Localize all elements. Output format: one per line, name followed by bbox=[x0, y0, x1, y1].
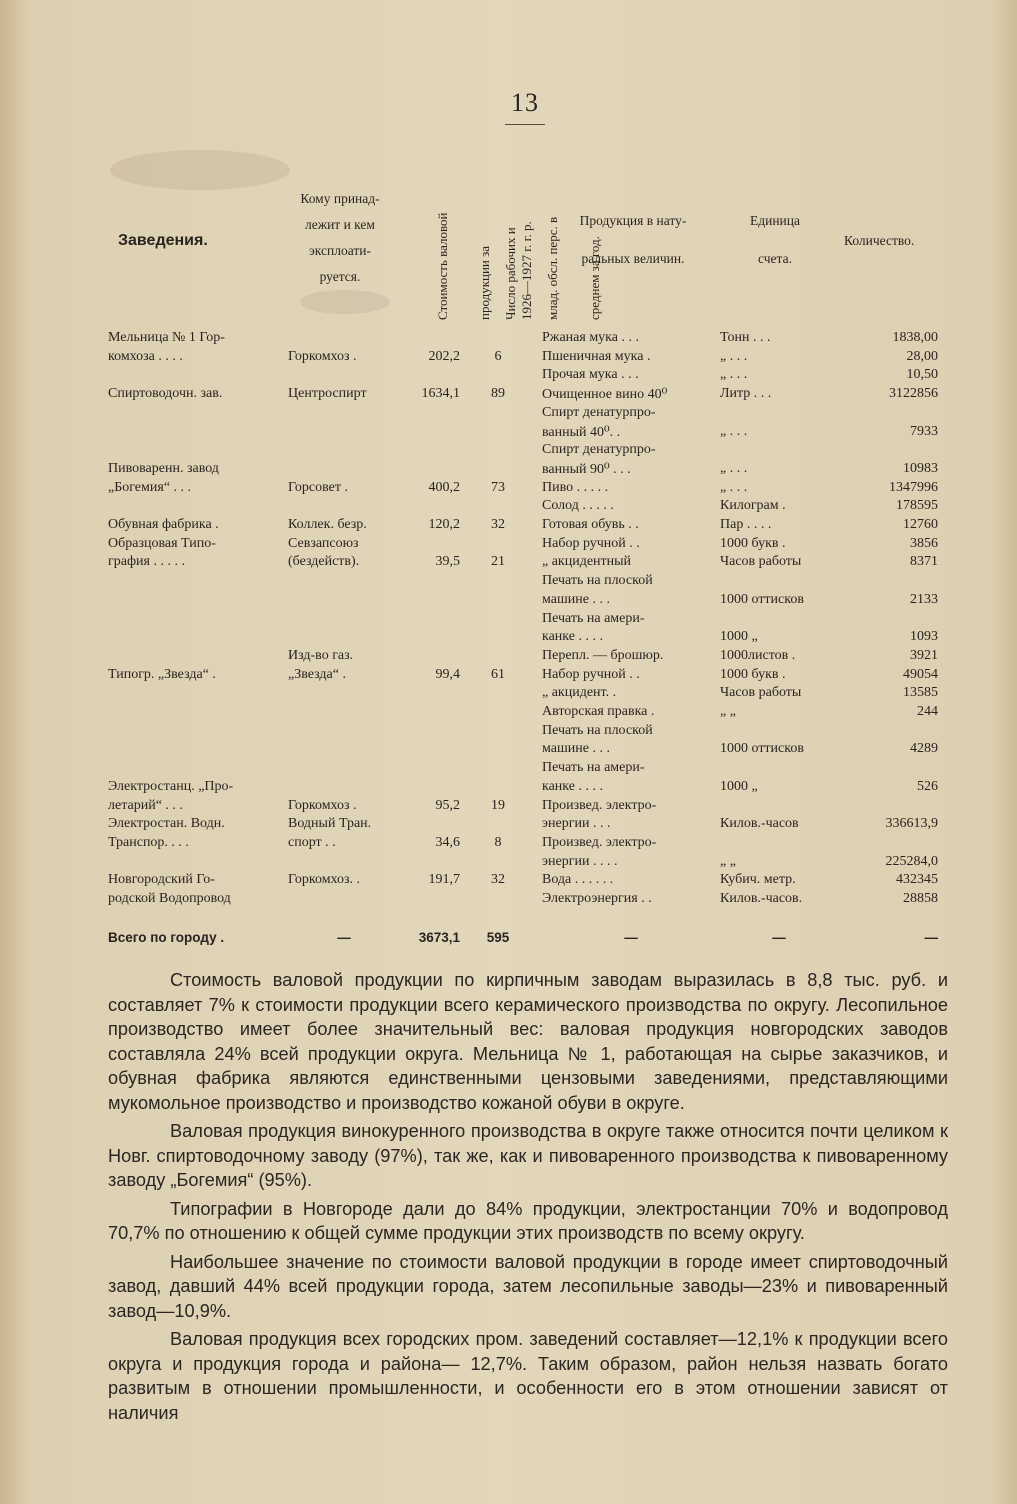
table-cell-unit: „ „ bbox=[720, 704, 736, 719]
table-cell-qty: 225284,0 bbox=[885, 853, 938, 869]
table-cell-prod: Пиво . . . . . bbox=[542, 479, 609, 495]
table-cell-unit: 1000 оттисков bbox=[720, 741, 804, 757]
table-cell-qty: 1838,00 bbox=[892, 330, 938, 345]
table-row bbox=[108, 760, 948, 780]
table-cell-qty: 13585 bbox=[903, 685, 938, 701]
table-cell-unit: 1000 „ bbox=[720, 778, 758, 794]
table-cell-prod: Спирт денатурпро- bbox=[542, 442, 656, 458]
table-cell-qty: 336613,9 bbox=[885, 816, 938, 832]
table-cell-val: 202,2 bbox=[428, 348, 460, 364]
table-row bbox=[108, 592, 948, 612]
table-row bbox=[108, 554, 948, 574]
table-cell-qty: 3856 bbox=[910, 535, 938, 551]
table-cell-own: Водный Тран. bbox=[288, 816, 372, 832]
table-cell-est: Электростанц. „Про- bbox=[108, 778, 234, 794]
table-cell-own: Центроспирт bbox=[288, 386, 367, 402]
table-cell-est: Пивоваренн. завод bbox=[108, 460, 219, 476]
table-cell-wrk: 8 bbox=[494, 834, 502, 850]
header-unit bbox=[720, 202, 830, 278]
total-cell-qty: — bbox=[924, 930, 938, 945]
header-owner-line: эксплоати- bbox=[309, 243, 371, 258]
header-value-line: продукции за bbox=[477, 245, 492, 320]
table-cell-unit: Пар . . . . bbox=[720, 517, 772, 532]
table-cell-unit: Тонн . . . bbox=[720, 330, 771, 345]
table-cell-qty: 3921 bbox=[910, 647, 938, 663]
table-cell-val: 95,2 bbox=[435, 797, 460, 813]
header-workers-line: млад. обсл. перс. в bbox=[545, 216, 560, 320]
table-cell-prod: Печать на плоской bbox=[542, 573, 653, 589]
total-cell-val: 3673,1 bbox=[418, 930, 460, 945]
table-cell-qty: 3122856 bbox=[889, 386, 938, 402]
header-product bbox=[548, 202, 718, 278]
table-row bbox=[108, 517, 948, 537]
paragraph: Типографии в Новгороде дали до 84% продукции, электростанции 70% и водопровод 70,7% по отношению к общей сумме продукции этих производств по всему округу. bbox=[108, 1198, 948, 1243]
table-cell-unit: Килов.-часов. bbox=[720, 891, 803, 906]
table-cell-wrk: 89 bbox=[491, 386, 505, 402]
table-cell-val: 39,5 bbox=[435, 554, 460, 570]
table-cell-own: Горсовет . bbox=[288, 479, 348, 495]
table-cell-prod: Набор ручной . . bbox=[542, 535, 640, 551]
header-unit-line: Единица bbox=[749, 213, 800, 228]
table-cell-unit: 1000 оттисков bbox=[720, 591, 804, 607]
table-cell-wrk: 19 bbox=[491, 797, 505, 813]
table-cell-qty: 12760 bbox=[903, 517, 938, 532]
table-cell-est: Электростан. Водн. bbox=[108, 816, 225, 832]
table-cell-est: родской Водопровод bbox=[108, 891, 231, 906]
page-number: 13 bbox=[511, 88, 539, 117]
table-row bbox=[108, 835, 948, 855]
table-cell-prod: канке . . . . bbox=[542, 778, 603, 794]
table-cell-qty: 526 bbox=[917, 778, 938, 794]
table-cell-wrk: 32 bbox=[491, 872, 505, 888]
table-cell-prod: ванный 90⁰ . . . bbox=[542, 461, 631, 477]
table-cell-prod: Солод . . . . . bbox=[542, 498, 614, 514]
table-cell-qty: 7933 bbox=[910, 423, 938, 439]
table-cell-wrk: 6 bbox=[494, 348, 502, 364]
table-row bbox=[108, 611, 948, 631]
table-row bbox=[108, 723, 948, 743]
table-cell-est: графия . . . . . bbox=[108, 554, 185, 570]
table-row bbox=[108, 648, 948, 668]
table-cell-unit: Кубич. метр. bbox=[720, 872, 796, 888]
table-cell-est: „Богемия“ . . . bbox=[108, 479, 192, 495]
table-row bbox=[108, 349, 948, 369]
header-owner-line: Кому принад- bbox=[300, 191, 380, 206]
table-cell-unit: Килограм . bbox=[720, 498, 786, 514]
table-cell-prod: Очищенное вино 40⁰ bbox=[542, 387, 668, 403]
table-cell-own: Изд-во газ. bbox=[288, 647, 354, 663]
table-cell-unit: Литр . . . bbox=[720, 386, 772, 402]
table-cell-prod: Ржаная мука . . . bbox=[542, 330, 639, 345]
table-row bbox=[108, 367, 948, 387]
table-cell-qty: 8371 bbox=[910, 554, 938, 570]
total-cell-label: Всего по городу . bbox=[108, 930, 225, 945]
table-row bbox=[108, 405, 948, 425]
table-cell-unit: 1000 букв . bbox=[720, 535, 786, 551]
table-total-row bbox=[108, 930, 948, 950]
table-cell-est: Обувная фабрика . bbox=[108, 517, 219, 532]
table-cell-val: 1634,1 bbox=[421, 386, 460, 402]
table-cell-own: Горкомхоз. . bbox=[288, 872, 361, 888]
header-value-line: 1926—1927 г. г. р. bbox=[519, 221, 534, 320]
table-cell-own: Севзапсоюз bbox=[288, 535, 359, 551]
header-workers-line: Число рабочих и bbox=[503, 227, 518, 320]
total-cell-own: — bbox=[337, 930, 351, 945]
table-cell-prod: энергии . . . bbox=[542, 816, 611, 832]
table-cell-qty: 2133 bbox=[910, 591, 938, 607]
table-cell-qty: 4289 bbox=[910, 741, 938, 757]
table-cell-own: Горкомхоз . bbox=[288, 797, 357, 813]
header-value-line: Стоимость валовой bbox=[435, 212, 450, 320]
table-row bbox=[108, 872, 948, 892]
table-cell-est: Типогр. „Звезда“ . bbox=[108, 666, 216, 682]
table-row bbox=[108, 741, 948, 761]
table-row bbox=[108, 330, 948, 350]
table-cell-qty: 49054 bbox=[903, 666, 938, 682]
header-product-line: Продукция в нату- bbox=[579, 213, 687, 228]
table-cell-prod: Произвед. электро- bbox=[542, 797, 657, 813]
table-cell-est: Транспор. . . . bbox=[108, 834, 189, 850]
table-row bbox=[108, 816, 948, 836]
table-row bbox=[108, 704, 948, 724]
table-cell-est: летарий“ . . . bbox=[108, 797, 183, 813]
table-cell-prod: „ акцидентный bbox=[542, 554, 632, 570]
stain-mark bbox=[300, 290, 390, 314]
table-cell-val: 120,2 bbox=[428, 517, 460, 532]
table-cell-prod: Печать на плоской bbox=[542, 722, 653, 738]
header-unit-line: счета. bbox=[758, 251, 792, 266]
table-cell-unit: 1000 „ bbox=[720, 629, 758, 645]
table-cell-val: 34,6 bbox=[435, 834, 460, 850]
table-row bbox=[108, 798, 948, 818]
table-cell-prod: Вода . . . . . . bbox=[542, 872, 614, 888]
table-row bbox=[108, 573, 948, 593]
table-row bbox=[108, 854, 948, 874]
table-cell-prod: Печать на амери- bbox=[542, 610, 645, 626]
table-cell-prod: ванный 40⁰. . bbox=[542, 424, 621, 440]
table-row bbox=[108, 442, 948, 462]
table-row bbox=[108, 480, 948, 500]
table-cell-prod: энергии . . . . bbox=[542, 853, 618, 869]
total-cell-unit: — bbox=[772, 930, 786, 945]
table-cell-unit: Часов работы bbox=[720, 554, 802, 570]
table-cell-unit: 1000листов . bbox=[720, 647, 796, 663]
stain-mark bbox=[110, 150, 290, 190]
table-cell-prod: Электроэнергия . . bbox=[542, 891, 652, 906]
header-workers-line: среднем за год. bbox=[587, 236, 602, 320]
table-cell-prod: канке . . . . bbox=[542, 629, 603, 645]
table-cell-own: Горкомхоз . bbox=[288, 348, 357, 364]
table-cell-val: 191,7 bbox=[428, 872, 460, 888]
table-cell-own: (бездейств). bbox=[288, 554, 360, 570]
table-cell-own: спорт . . bbox=[288, 834, 336, 850]
table-cell-qty: 10983 bbox=[903, 460, 938, 476]
table-cell-unit: 1000 букв . bbox=[720, 666, 786, 682]
header-owner-line: лежит и кем bbox=[305, 217, 375, 232]
table-row bbox=[108, 779, 948, 799]
table-cell-prod: Печать на амери- bbox=[542, 760, 645, 776]
header-owner-line: руется. bbox=[319, 269, 361, 284]
table-cell-val: 400,2 bbox=[428, 479, 460, 495]
table-cell-prod: „ акцидент. . bbox=[542, 685, 617, 701]
table-row bbox=[108, 629, 948, 649]
table-cell-est: комхоза . . . . bbox=[108, 348, 183, 364]
table-cell-qty: 1347996 bbox=[889, 479, 938, 495]
table-cell-qty: 1093 bbox=[910, 629, 938, 645]
table-cell-wrk: 21 bbox=[491, 554, 505, 570]
table-cell-prod: Набор ручной . . bbox=[542, 666, 640, 682]
table-cell-est: Спиртоводочн. зав. bbox=[108, 386, 223, 402]
table-cell-qty: 28,00 bbox=[906, 348, 938, 364]
total-cell-prod: — bbox=[624, 930, 638, 945]
table-row bbox=[108, 891, 948, 911]
table-cell-prod: Произвед. электро- bbox=[542, 834, 657, 850]
table-cell-unit: Килов.-часов bbox=[720, 816, 799, 832]
table-row bbox=[108, 498, 948, 518]
table-cell-unit: „ . . . bbox=[720, 348, 748, 364]
table-row bbox=[108, 461, 948, 481]
table-cell-own: „Звезда“ . bbox=[288, 666, 346, 682]
table-cell-prod: Прочая мука . . . bbox=[542, 367, 639, 383]
table-cell-qty: 10,50 bbox=[906, 367, 938, 383]
table-cell-prod: машине . . . bbox=[542, 741, 610, 757]
table-cell-wrk: 73 bbox=[491, 479, 505, 495]
paragraph: Валовая продукция всех городских пром. заведений составляет—12,1% к продукции всего округа и продукция города и района— 12,7%. Таким образом, район нельзя назвать богато развитым в отношении промышленности, и особенности его в этом отношении зависят от наличия bbox=[108, 1329, 948, 1423]
table-cell-val: 99,4 bbox=[435, 666, 460, 682]
table-cell-prod: Готовая обувь . . bbox=[542, 517, 639, 532]
table-cell-prod: Авторская правка . bbox=[542, 704, 655, 719]
table-cell-prod: Перепл. — брошюр. bbox=[542, 647, 664, 663]
table-cell-est: Мельница № 1 Гор- bbox=[108, 330, 225, 345]
table-row bbox=[108, 685, 948, 705]
table-cell-est: Образцовая Типо- bbox=[108, 535, 216, 551]
table-cell-prod: Спирт денатурпро- bbox=[542, 404, 656, 420]
table-cell-unit: „ . . . bbox=[720, 460, 748, 476]
table-cell-unit: „ . . . bbox=[720, 423, 748, 439]
table-cell-unit: Часов работы bbox=[720, 685, 802, 701]
table-cell-qty: 432345 bbox=[896, 872, 938, 888]
page-number-underline bbox=[505, 124, 545, 125]
table-row bbox=[108, 386, 948, 406]
table-cell-wrk: 32 bbox=[491, 517, 505, 532]
paragraph: Валовая продукция винокуренного производства в округе также относится почти целиком к Новг. спиртоводочному заводу (97%), так же, как и пивоваренного производства к пивоваренному заводу „Богемия“ (95%). bbox=[108, 1121, 948, 1190]
total-cell-wrk: 595 bbox=[486, 930, 510, 945]
table-row bbox=[108, 667, 948, 687]
table-cell-qty: 28858 bbox=[903, 891, 938, 906]
table-cell-prod: машине . . . bbox=[542, 591, 610, 607]
table-cell-wrk: 61 bbox=[491, 666, 505, 682]
body-text bbox=[108, 968, 948, 1429]
header-establishment: Заведения. bbox=[118, 232, 208, 249]
table-cell-unit: „ „ bbox=[720, 853, 736, 869]
table-cell-qty: 244 bbox=[917, 704, 938, 719]
table-row bbox=[108, 536, 948, 556]
paragraph: Наибольшее значение по стоимости валовой продукции в городе имеет спиртоводочный завод, давший 44% всей продукции города, затем лесопильные заводы—23% и пивоваренный завод—10,9%. bbox=[108, 1251, 948, 1321]
table-cell-unit: „ . . . bbox=[720, 367, 748, 383]
table-cell-qty: 178595 bbox=[896, 498, 938, 514]
table-cell-unit: „ . . . bbox=[720, 479, 748, 495]
table-cell-own: Коллек. безр. bbox=[288, 517, 367, 532]
table-row bbox=[108, 424, 948, 444]
table-cell-prod: Пшеничная мука . bbox=[542, 348, 651, 364]
header-quantity: Количество. bbox=[844, 233, 915, 248]
table-cell-est: Новгородский Го- bbox=[108, 872, 215, 888]
header-product-line: ральных величин. bbox=[581, 251, 685, 266]
paragraph: Стоимость валовой продукции по кирпичным заводам выразилась в 8,8 тыс. руб. и составляет 7% к стоимости продукции всего керамического производства по округу. Лесопильное производство имеет более значительный вес: валовая продукция новгородских заводов составляла 24% всей продукции округа. Мельница № 1, работающая на сырье заказчиков, и обувная фабрика являются единственными цензовыми заведениями, представляющими мукомольное производство и производство кожаной обуви в округе. bbox=[108, 970, 948, 1113]
header-owner bbox=[284, 186, 396, 290]
